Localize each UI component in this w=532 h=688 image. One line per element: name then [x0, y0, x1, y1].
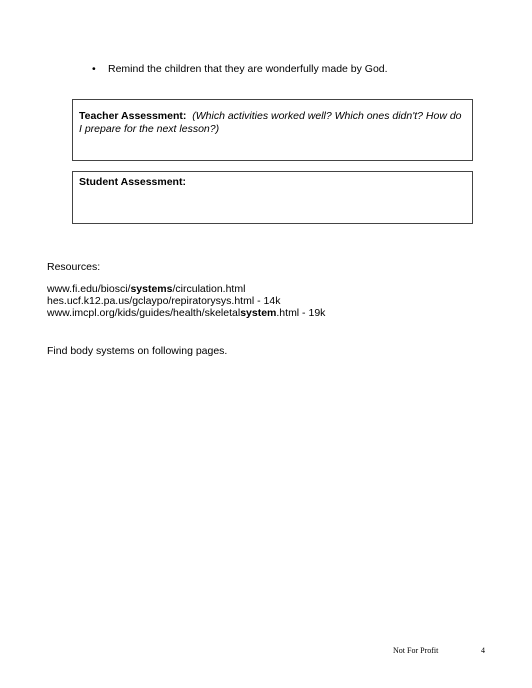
resources-heading: Resources:	[47, 261, 101, 273]
bullet-text: Remind the children that they are wonderfully made by God.	[108, 63, 388, 75]
link-text-suffix: .html - 19k	[276, 307, 326, 319]
footer-text: Not For Profit	[393, 646, 439, 655]
link-text-suffix: /circulation.html	[172, 283, 246, 295]
teacher-assessment-note: (Which activities worked well? Which ones didn't? How do I prepare for the next lesson?)	[79, 110, 462, 135]
bullet-symbol: •	[92, 63, 96, 75]
resource-link-skeletal[interactable]	[47, 307, 325, 319]
page-footer	[393, 646, 489, 656]
find-body-systems-note: Find body systems on following pages.	[47, 345, 228, 357]
link-text-prefix: www.fi.edu/biosci/	[47, 283, 131, 295]
page-number: 4	[481, 646, 485, 655]
link-text-bold: systems	[130, 283, 173, 295]
teacher-assessment-box	[72, 99, 473, 161]
link-text-prefix: hes.ucf.k12.pa.us/gclaypo/repiratorysys.html - 14k	[47, 295, 281, 307]
student-assessment-box	[72, 171, 473, 224]
resource-link-respiratory[interactable]	[47, 295, 325, 307]
link-text-prefix: www.imcpl.org/kids/guides/health/skeletal	[47, 307, 241, 319]
resource-link-circulation[interactable]	[47, 283, 325, 295]
resources-section	[47, 261, 325, 319]
student-assessment-label: Student Assessment:	[79, 176, 186, 188]
bullet-item	[92, 63, 388, 76]
link-text-bold: system	[240, 307, 277, 319]
teacher-assessment-label: Teacher Assessment:	[79, 110, 187, 122]
